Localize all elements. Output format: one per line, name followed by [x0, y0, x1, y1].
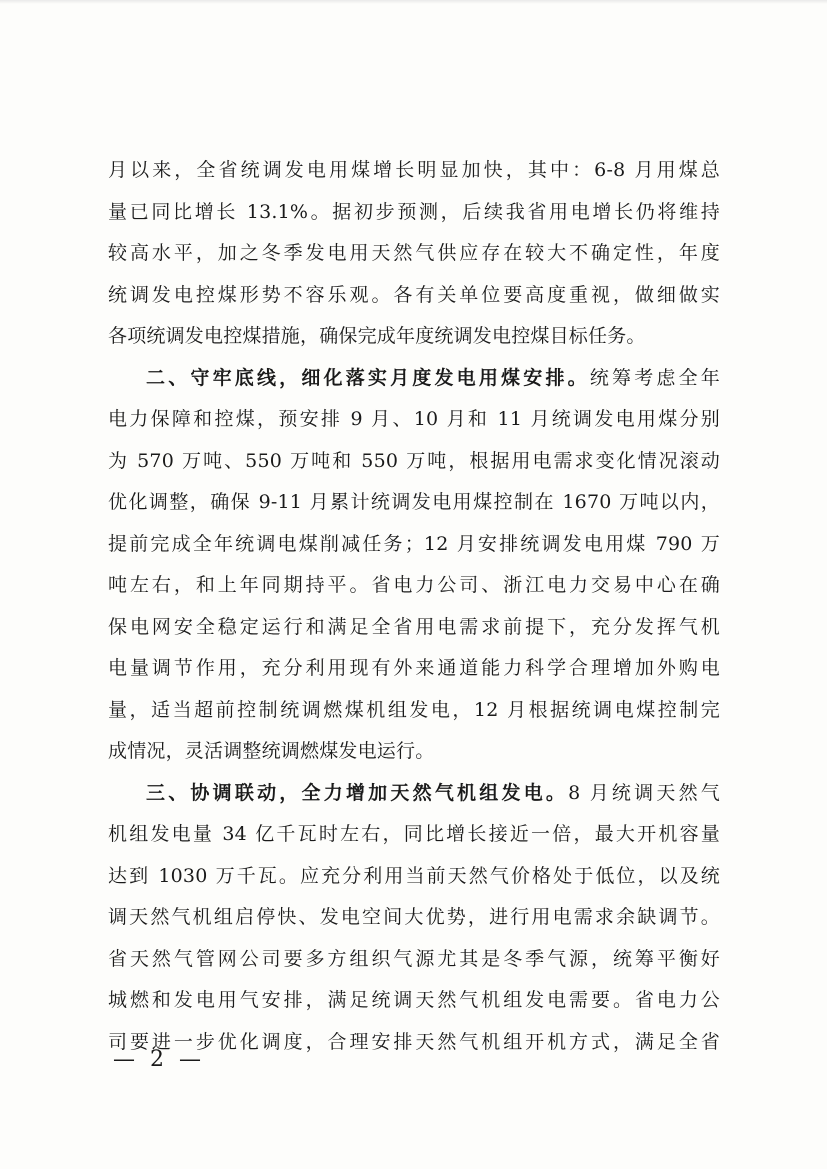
text-line: 月以来，全省统调发电用煤增长明显加快，其中：6-8 月用煤总	[108, 159, 720, 181]
heading-line	[108, 358, 720, 400]
text-line: 为 570 万吨、550 万吨和 550 万吨，根据用电需求变化情况滚动	[108, 449, 720, 472]
section-heading-2: 二、守牢底线，细化落实月度发电用煤安排。	[146, 366, 590, 389]
text-line: 达到 1030 万千瓦。应充分利用当前天然气价格处于低位，以及统	[108, 864, 720, 887]
heading-line	[108, 773, 720, 815]
section-heading-3: 三、协调联动，全力增加天然气机组发电。	[146, 781, 569, 804]
text-line: 机组发电量 34 亿千瓦时左右，同比增长接近一倍，最大开机容量	[108, 823, 720, 845]
text-line: 量，适当超前控制统调燃煤机组发电，12 月根据统调电煤控制完	[108, 698, 720, 721]
heading-line-rest: 统筹考虑全年	[589, 366, 720, 389]
paragraph-3	[108, 773, 720, 1064]
text-line: 优化调整，确保 9-11 月累计统调发电用煤控制在 1670 万吨以内，	[108, 491, 720, 513]
text-line: 司要进一步优化调度，合理安排天然气机组开机方式，满足全省	[108, 1030, 720, 1053]
scan-top-edge	[0, 0, 827, 4]
text-line: 各项统调发电控煤措施，确保完成年度统调发电控煤目标任务。	[108, 325, 646, 347]
text-line: 统调发电控煤形势不容乐观。各有关单位要高度重视，做细做实	[108, 283, 720, 306]
text-line: 调天然气机组启停快、发电空间大优势，进行用电需求余缺调节。	[108, 906, 720, 928]
text-line: 量已同比增长 13.1%。据初步预测，后续我省用电增长仍将维持	[108, 200, 720, 223]
text-line: 城燃和发电用气安排，满足统调天然气机组发电需要。省电力公	[108, 989, 720, 1011]
text-line: 吨左右，和上年同期持平。省电力公司、浙江电力交易中心在确	[108, 574, 720, 596]
paragraph-2	[108, 358, 720, 773]
text-line: 保电网安全稳定运行和满足全省用电需求前提下，充分发挥气机	[108, 615, 720, 638]
paragraph-1	[108, 150, 720, 358]
text-line: 提前完成全年统调电煤削减任务；12 月安排统调发电用煤 790 万	[108, 532, 720, 555]
page-number: — 2 —	[113, 1047, 205, 1072]
text-line: 电力保障和控煤，预安排 9 月、10 月和 11 月统调发电用煤分别	[108, 408, 720, 430]
text-line: 较高水平，加之冬季发电用天然气供应存在较大不确定性，年度	[108, 242, 720, 264]
document-body	[108, 150, 720, 1063]
text-line: 省天然气管网公司要多方组织气源尤其是冬季气源，统筹平衡好	[108, 947, 720, 970]
text-line: 电量调节作用，充分利用现有外来通道能力科学合理增加外购电	[108, 657, 720, 679]
heading-line-rest: 8 月统调天然气	[568, 781, 720, 804]
text-line: 成情况，灵活调整统调燃煤发电运行。	[108, 740, 435, 762]
